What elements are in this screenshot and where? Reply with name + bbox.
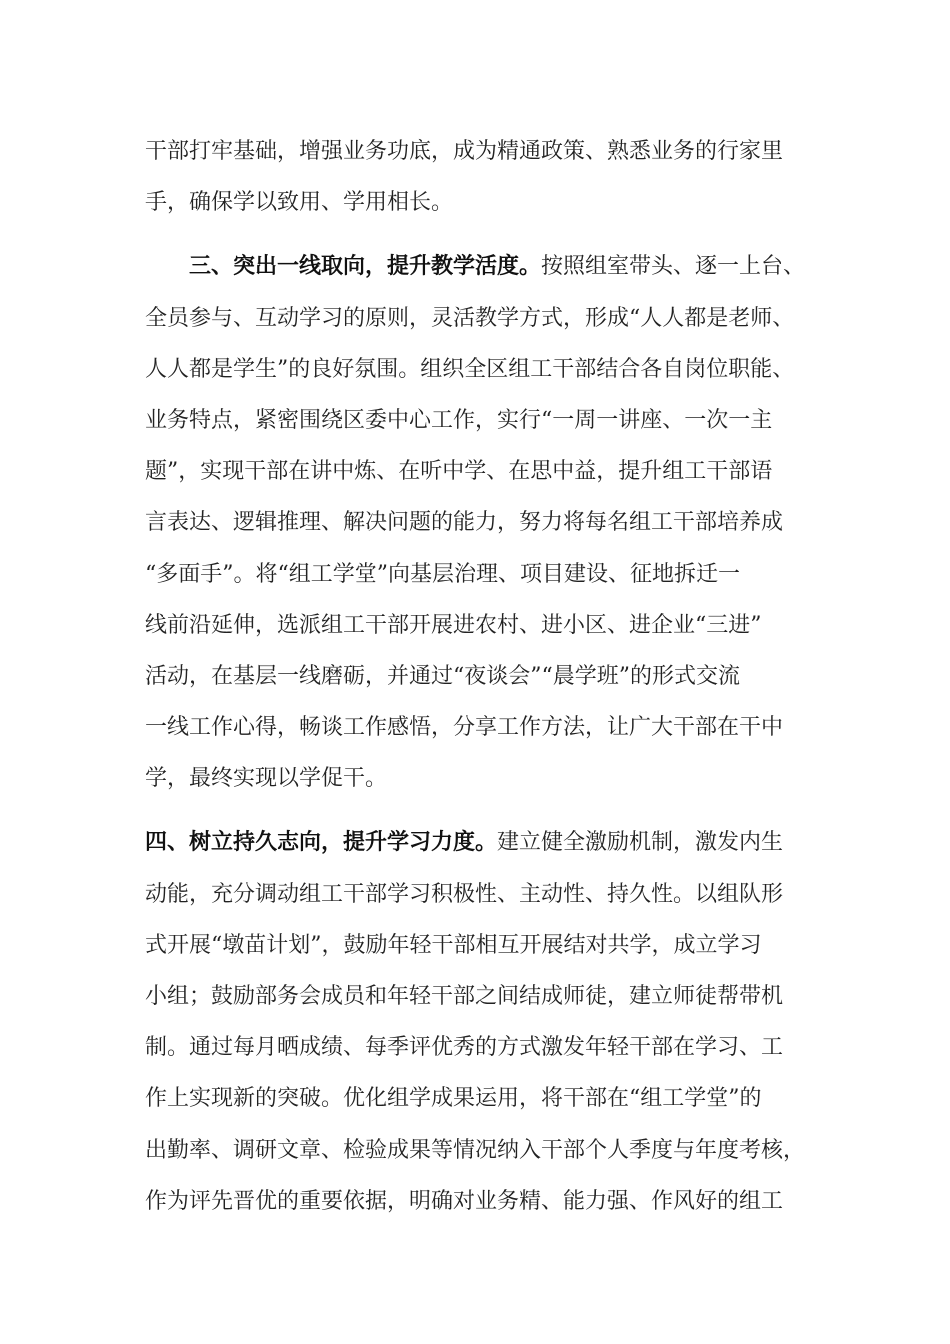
text-line: 人人都是学生”的良好氛围。组织全区组工干部结合各自岗位职能、 [145, 356, 795, 382]
paragraph-section-3 [145, 241, 823, 804]
text-line: 题”，实现干部在讲中炼、在听中学、在思中益，提升组工干部语 [145, 459, 773, 485]
section-heading: 四、树立持久志向，提升学习力度。 [145, 830, 498, 856]
paragraph-continuation [145, 126, 823, 228]
text-line: 干部打牢基础，增强业务功底，成为精通政策、熟悉业务的行家里 [145, 139, 784, 164]
text-line: 言表达、逻辑推理、解决问题的能力，努力将每名组工干部培养成 [145, 510, 784, 536]
text-line: 线前沿延伸，选派组工干部开展进农村、进小区、进企业“三进” [145, 612, 762, 638]
paragraph-first-line [145, 817, 823, 868]
text-line: 制。通过每月晒成绩、每季评优秀的方式激发年轻干部在学习、工 [145, 1035, 784, 1061]
text-line: 作为评先晋优的重要依据，明确对业务精、能力强、作风好的组工 [145, 1188, 784, 1214]
paragraph-first-line [145, 241, 823, 292]
text-line: 学，最终实现以学促干。 [145, 766, 388, 792]
text-line: 动能，充分调动组工干部学习积极性、主动性、持久性。以组队形 [145, 881, 784, 907]
section-heading: 三、突出一线取向，提升教学活度。 [189, 254, 542, 280]
text-line: 作上实现新的突破。优化组学成果运用，将干部在“组工学堂”的 [145, 1086, 762, 1112]
text-line: 活动，在基层一线磨砺，并通过“夜谈会”“晨学班”的形式交流 [145, 663, 740, 689]
text-line: 一线工作心得，畅谈工作感悟，分享工作方法，让广大干部在干中 [145, 715, 784, 741]
text-segment: 建立健全激励机制，激发内生 [497, 830, 784, 856]
text-segment: 按照组室带头、逐一上台、 [541, 254, 806, 280]
text-line: 业务特点，紧密围绕区委中心工作，实行“一周一讲座、一次一主 [145, 407, 773, 433]
text-line: 式开展“墩苗计划”，鼓励年轻干部相互开展结对共学，成立学习 [145, 932, 762, 958]
document-body [145, 126, 823, 1227]
text-line: 小组；鼓励部务会成员和年轻干部之间结成师徒，建立师徒帮带机 [145, 984, 784, 1009]
text-line: 手，确保学以致用、学用相长。 [145, 190, 454, 216]
text-line: 出勤率、调研文章、检验成果等情况纳入干部个人季度与年度考核， [145, 1137, 806, 1163]
paragraph-section-4 [145, 817, 823, 1227]
text-line: “多面手”。将“组工学堂”向基层治理、项目建设、征地拆迁一 [145, 561, 740, 587]
text-line: 全员参与、互动学习的原则，灵活教学方式，形成“人人都是老师、 [145, 305, 795, 331]
